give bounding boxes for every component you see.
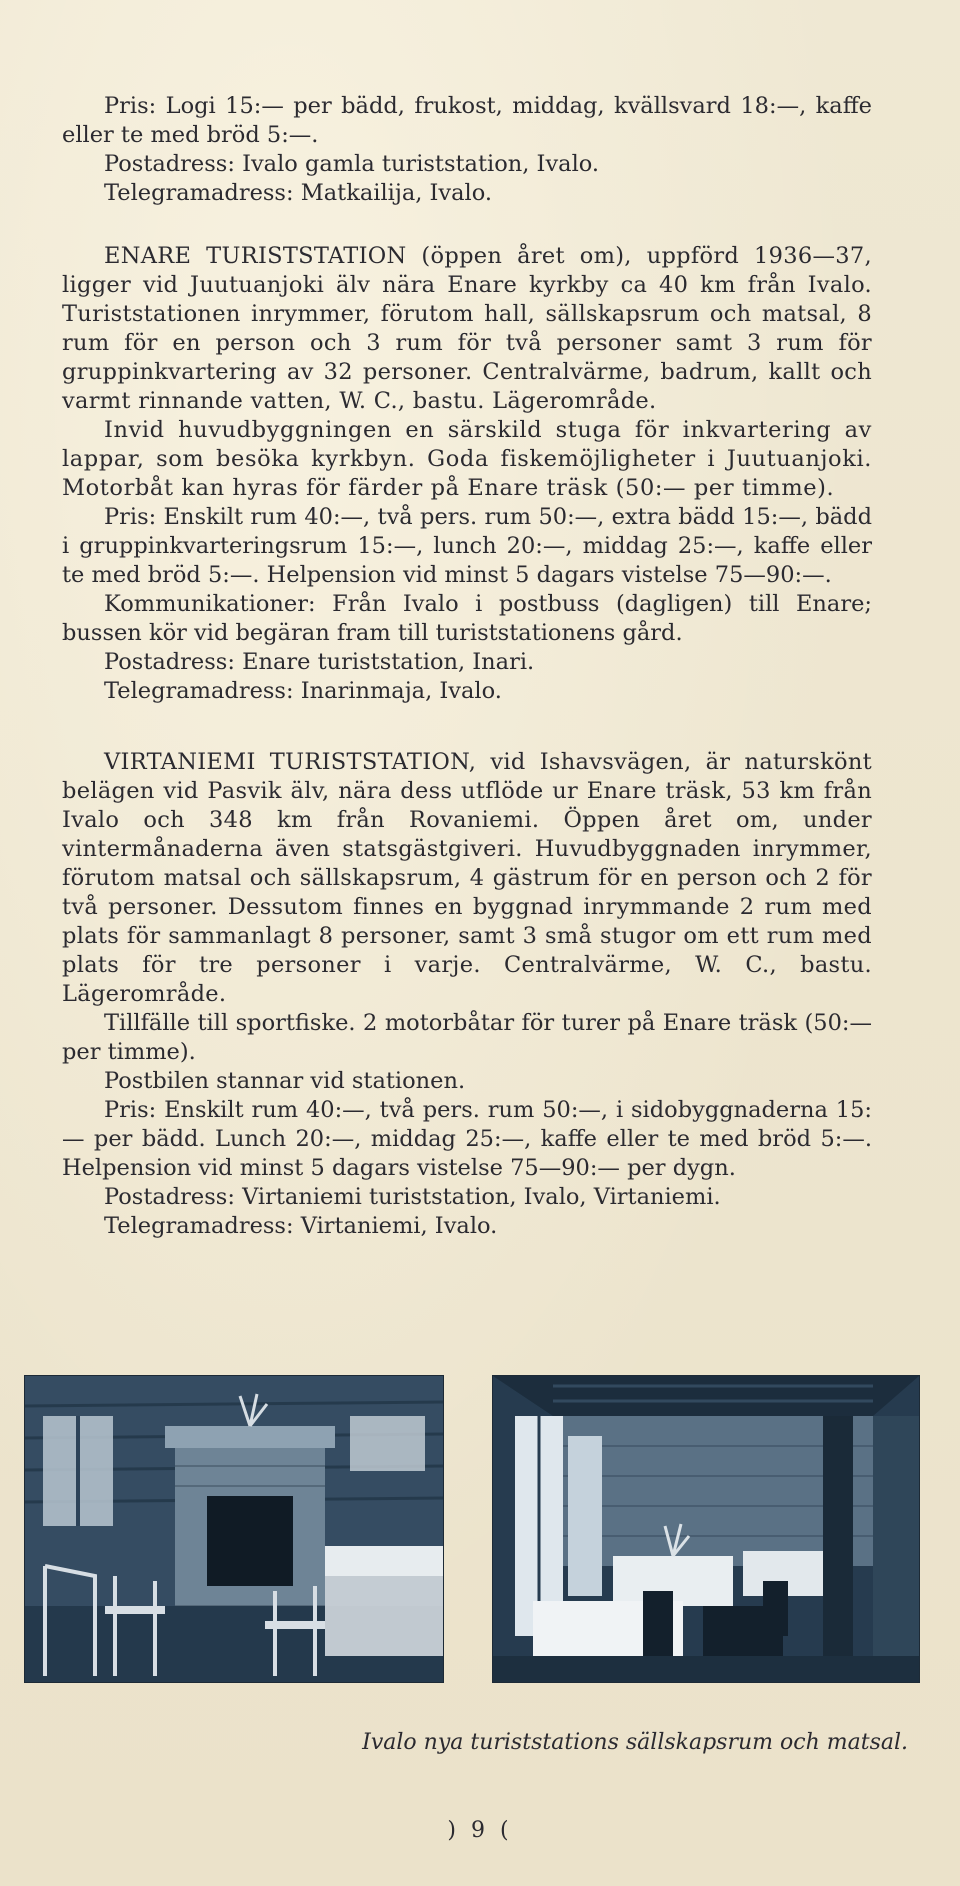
photo-caption: Ivalo nya turiststations sällskapsrum och matsal. (362, 1730, 908, 1755)
virtaniemi-postal-address: Postadress: Virtaniemi turiststation, Ivalo, Virtaniemi. (104, 1184, 721, 1210)
enare-price: Pris: Enskilt rum 40:—, två pers. rum 50:—, extra bädd 15:—, bädd i gruppinkvarteringsrum 15:—, lunch 20:—, middag 25:—, kaffe eller te med bröd 5:—. Helpension vid minst 5 dagars vistelse 75—90:—. (62, 504, 872, 588)
photo-dining-room-image (493, 1376, 919, 1682)
enare-cabin: Invid huvudbyggningen en särskild stuga för inkvartering av lappar, som besöka kyrkbyn. Goda fiskemöjligheter i Juutuanjoki. Motorbåt kan hyras för färder på Enare träsk (50:— per timme). (62, 417, 872, 501)
ivalo-telegram-address: Telegramadress: Matkailija, Ivalo. (104, 180, 493, 206)
page-number: ) 9 ( (447, 1818, 513, 1843)
virtaniemi-fishing: Tillfälle till sportfiske. 2 motorbåtar för turer på Enare träsk (50:— per timme). (62, 1010, 872, 1065)
photo-dining-room (492, 1375, 920, 1683)
enare-telegram-address: Telegramadress: Inarinmaja, Ivalo. (104, 678, 502, 704)
enare-intro: ENARE TURISTSTATION (öppen året om), uppförd 1936—37, ligger vid Juutuanjoki älv nära Enare kyrkby ca 40 km från Ivalo. Turiststationen inrymmer, förutom hall, sällskapsrum och matsal, 8 rum för en person och 3 rum för två personer samt 3 rum för gruppinkvartering av 32 personer. Centralvärme, badrum, kallt och varmt rinnande vatten, W. C., bastu. Lägerområde. (62, 243, 872, 414)
virtaniemi-intro: VIRTANIEMI TURISTSTATION, vid Ishavsvägen, är naturskönt belägen vid Pasvik älv, nära dess utflöde ur Enare träsk, 53 km från Ivalo och 348 km från Rovaniemi. Öppen året om, under vintermånaderna även statsgästgiveri. Huvudbyggnaden inrymmer, förutom matsal och sällskapsrum, 4 gästrum för en person och 2 för två personer. Dessutom finnes en byggnad inrymmande 2 rum med plats för sammanlagt 8 personer, samt 3 små stugor om ett rum med plats för tre personer i varje. Centralvärme, W. C., bastu. Lägerområde. (62, 749, 872, 1007)
body-text (62, 92, 872, 1241)
photo-row (22, 1375, 922, 1685)
photo-lounge (24, 1375, 444, 1683)
ivalo-postal-address: Postadress: Ivalo gamla turiststation, Ivalo. (104, 151, 600, 177)
enare-postal-address: Postadress: Enare turiststation, Inari. (104, 649, 535, 675)
ivalo-price: Pris: Logi 15:— per bädd, frukost, middag, kvällsvard 18:—, kaffe eller te med bröd 5:—. (62, 93, 872, 148)
virtaniemi-postbus: Postbilen stannar vid stationen. (104, 1068, 466, 1094)
photo-lounge-image (25, 1376, 443, 1682)
virtaniemi-price: Pris: Enskilt rum 40:—, två pers. rum 50:—, i sidobyggnaderna 15:— per bädd. Lunch 20:—, middag 25:—, kaffe eller te med bröd 5:—. Helpension vid minst 5 dagars vistelse 75—90:— per dygn. (62, 1097, 872, 1181)
enare-transport: Kommunikationer: Från Ivalo i postbuss (dagligen) till Enare; bussen kör vid begäran fram till turiststationens gård. (62, 591, 872, 646)
virtaniemi-telegram-address: Telegramadress: Virtaniemi, Ivalo. (104, 1213, 498, 1239)
